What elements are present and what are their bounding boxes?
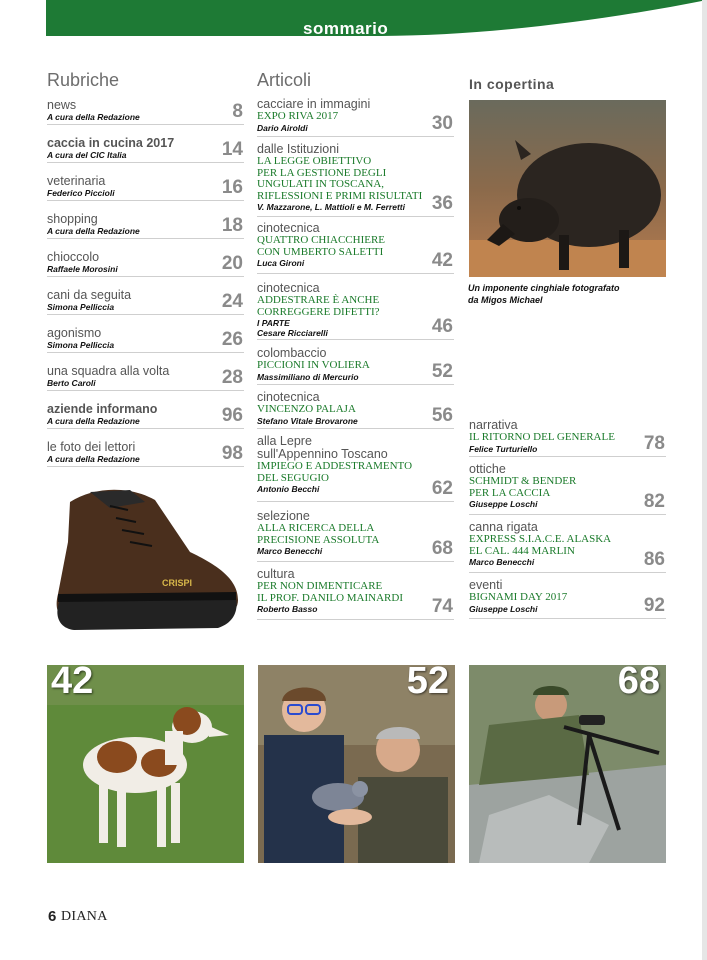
article-page: 42 (431, 250, 453, 271)
article-title-line: PER NON DIMENTICARE (257, 580, 383, 592)
rubrica-category: news (47, 98, 77, 112)
article-entry[interactable] (257, 390, 454, 429)
article-title-line: QUATTRO CHIACCHIERE (257, 234, 386, 246)
shoe-image (50, 482, 240, 632)
article-title-line: ALLA RICERCA DELLA (257, 522, 375, 534)
article-title-line: VINCENZO PALAJA (257, 403, 356, 415)
article-category: cacciare in immagini (257, 97, 371, 111)
article-category: colombaccio (257, 346, 327, 360)
article-entry[interactable] (257, 281, 454, 340)
rubrica-category: una squadra alla volta (47, 364, 170, 378)
articoli-heading: Articoli (257, 70, 312, 90)
article-entry[interactable] (257, 97, 454, 137)
rubrica-entry[interactable] (47, 135, 244, 163)
article-title-line: PER LA GESTIONE DEGLI (257, 166, 387, 179)
rubrica-entry[interactable] (47, 287, 244, 315)
article-author: Giuseppe Loschi (469, 603, 538, 614)
rubrica-entry[interactable] (47, 325, 244, 353)
article-title-line: CORREGGERE DIFETTI? (257, 305, 380, 318)
article-entry[interactable] (257, 142, 454, 217)
rubrica-author: Berto Caroli (47, 378, 96, 388)
article-author: Felice Turturiello (469, 443, 538, 454)
article-page: 78 (643, 433, 665, 454)
article-title-line: RIFLESSIONI E PRIMI RISULTATI (257, 189, 423, 202)
rubrica-author: Simona Pelliccia (47, 340, 115, 350)
article-title-line: IL PROF. DANILO MAINARDI (257, 591, 403, 604)
rubrica-entry[interactable] (47, 439, 244, 467)
article-category: cultura (257, 567, 295, 581)
article-author: Stefano Vitale Brovarone (257, 415, 358, 426)
rubrica-category: caccia in cucina 2017 (47, 136, 175, 150)
photo-pigeon-page: 52 (406, 665, 449, 702)
photo-pigeon (258, 665, 455, 863)
article-author: Massimiliano di Mercurio (257, 371, 359, 382)
article-entry[interactable] (469, 520, 666, 573)
rubrica-page: 8 (232, 101, 243, 122)
article-part: I PARTE (257, 318, 290, 328)
article-title-line: PER LA CACCIA (469, 486, 551, 499)
rubrica-category: chioccolo (47, 250, 100, 264)
article-entry[interactable] (257, 567, 454, 620)
article-page: 74 (431, 596, 453, 617)
rubrica-category: agonismo (47, 326, 102, 340)
article-page: 30 (431, 113, 453, 134)
rubrica-page: 98 (221, 443, 243, 464)
article-page: 62 (431, 478, 453, 499)
article-category: cinotecnica (257, 390, 320, 404)
article-page: 68 (431, 538, 453, 559)
article-title-line: BIGNAMI DAY 2017 (469, 591, 568, 603)
article-category: narrativa (469, 418, 518, 432)
article-author: Antonio Becchi (257, 484, 320, 494)
article-page: 82 (643, 491, 665, 512)
article-category: dalle Istituzioni (257, 142, 339, 156)
photo-hunter-page: 68 (617, 665, 660, 702)
article-entry[interactable] (469, 462, 666, 515)
rubrica-page: 24 (221, 291, 243, 312)
rubriche-heading: Rubriche (47, 70, 120, 90)
article-title-line: CON UMBERTO SALETTI (257, 245, 384, 258)
rubrica-author: A cura della Redazione (47, 112, 140, 122)
rubrica-category: cani da seguita (47, 288, 132, 302)
rubrica-author: A cura della Redazione (47, 454, 140, 464)
page-edge (702, 0, 707, 960)
article-title-line: LA LEGGE OBIETTIVO (257, 155, 372, 167)
article-author: Cesare Ricciarelli (257, 328, 328, 338)
article-entry[interactable] (257, 509, 454, 562)
rubrica-entry[interactable] (47, 249, 244, 277)
rubrica-author: Raffaele Morosini (47, 264, 118, 274)
article-author: Roberto Basso (257, 604, 318, 614)
article-category: cinotecnica (257, 281, 320, 295)
article-title-line: EXPRESS S.I.A.C.E. ALASKA (469, 533, 612, 545)
article-category-line2: sull'Appennino Toscano (257, 447, 388, 461)
page-title: sommario (303, 19, 389, 38)
rubrica-entry[interactable] (47, 363, 244, 391)
article-author: Luca Gironi (257, 258, 305, 268)
article-entry[interactable] (257, 221, 454, 274)
article-title-line: IL RITORNO DEL GENERALE (469, 431, 615, 443)
photo-dog-page: 42 (51, 665, 94, 702)
rubrica-page: 20 (221, 253, 243, 274)
rubrica-category: aziende informano (47, 402, 158, 416)
rubrica-entry[interactable] (47, 97, 244, 125)
rubrica-page: 16 (221, 177, 243, 198)
article-page: 56 (431, 405, 453, 426)
article-title-line: SCHMIDT & BENDER (469, 475, 577, 487)
rubrica-author: Simona Pelliccia (47, 302, 115, 312)
rubrica-author: A cura della Redazione (47, 416, 140, 426)
cover-caption: Un imponente cinghiale fotografato da Migos Michael (468, 283, 620, 305)
article-category: ottiche (469, 462, 506, 476)
rubrica-page: 18 (221, 215, 243, 236)
article-title-line: PICCIONI IN VOLIERA (257, 359, 370, 371)
article-author: Giuseppe Loschi (469, 499, 538, 509)
article-page: 86 (643, 549, 665, 570)
rubrica-page: 96 (221, 405, 243, 426)
rubrica-category: veterinaria (47, 174, 106, 188)
rubrica-entry[interactable] (47, 211, 244, 239)
article-title-line: PRECISIONE ASSOLUTA (257, 533, 380, 546)
article-title-line: IMPIEGO E ADDESTRAMENTO (257, 460, 413, 472)
rubrica-page: 28 (221, 367, 243, 388)
article-title-line: DEL SEGUGIO (257, 471, 329, 484)
article-page: 92 (643, 595, 665, 616)
shoe-brand: CRISPI (162, 578, 193, 588)
photo-hunter (469, 665, 666, 863)
rubrica-author: A cura del CIC Italia (47, 150, 127, 160)
rubrica-author: Federico Piccioli (47, 188, 115, 198)
article-author: V. Mazzarone, L. Mattioli e M. Ferretti (257, 202, 405, 212)
rubrica-category: le foto dei lettori (47, 440, 136, 454)
article-category: cinotecnica (257, 221, 320, 235)
article-title-line: UNGULATI IN TOSCANA, (257, 178, 385, 190)
rubrica-page: 26 (221, 329, 243, 350)
article-category: eventi (469, 578, 503, 592)
article-page: 52 (431, 361, 453, 382)
article-title-line: ADDESTRARE È ANCHE (257, 294, 380, 306)
article-title-line: EXPO RIVA 2017 (257, 110, 339, 122)
article-entry[interactable] (257, 346, 454, 385)
article-category: selezione (257, 509, 310, 523)
rubrica-entry[interactable] (47, 173, 244, 201)
cover-photo (469, 100, 666, 277)
rubrica-entry[interactable] (47, 401, 244, 429)
article-category: alla Lepre (257, 434, 312, 448)
article-author: Marco Benecchi (469, 557, 535, 567)
article-page: 46 (431, 316, 453, 337)
footer-page-number: 6 (48, 908, 57, 925)
article-entry[interactable] (257, 434, 454, 502)
footer-magazine-name: DIANA (61, 909, 108, 924)
article-title-line: EL CAL. 444 MARLIN (469, 544, 575, 557)
rubrica-category: shopping (47, 212, 98, 226)
photo-dog (47, 665, 244, 863)
article-entry[interactable] (469, 578, 666, 619)
copertina-heading: In copertina (469, 76, 555, 92)
rubrica-page: 14 (221, 139, 243, 160)
article-author: Marco Benecchi (257, 546, 323, 556)
rubrica-author: A cura della Redazione (47, 226, 140, 236)
article-page: 36 (431, 193, 453, 214)
article-author: Dario Airoldi (257, 122, 308, 133)
article-entry[interactable] (469, 418, 666, 457)
article-category: canna rigata (469, 520, 538, 534)
